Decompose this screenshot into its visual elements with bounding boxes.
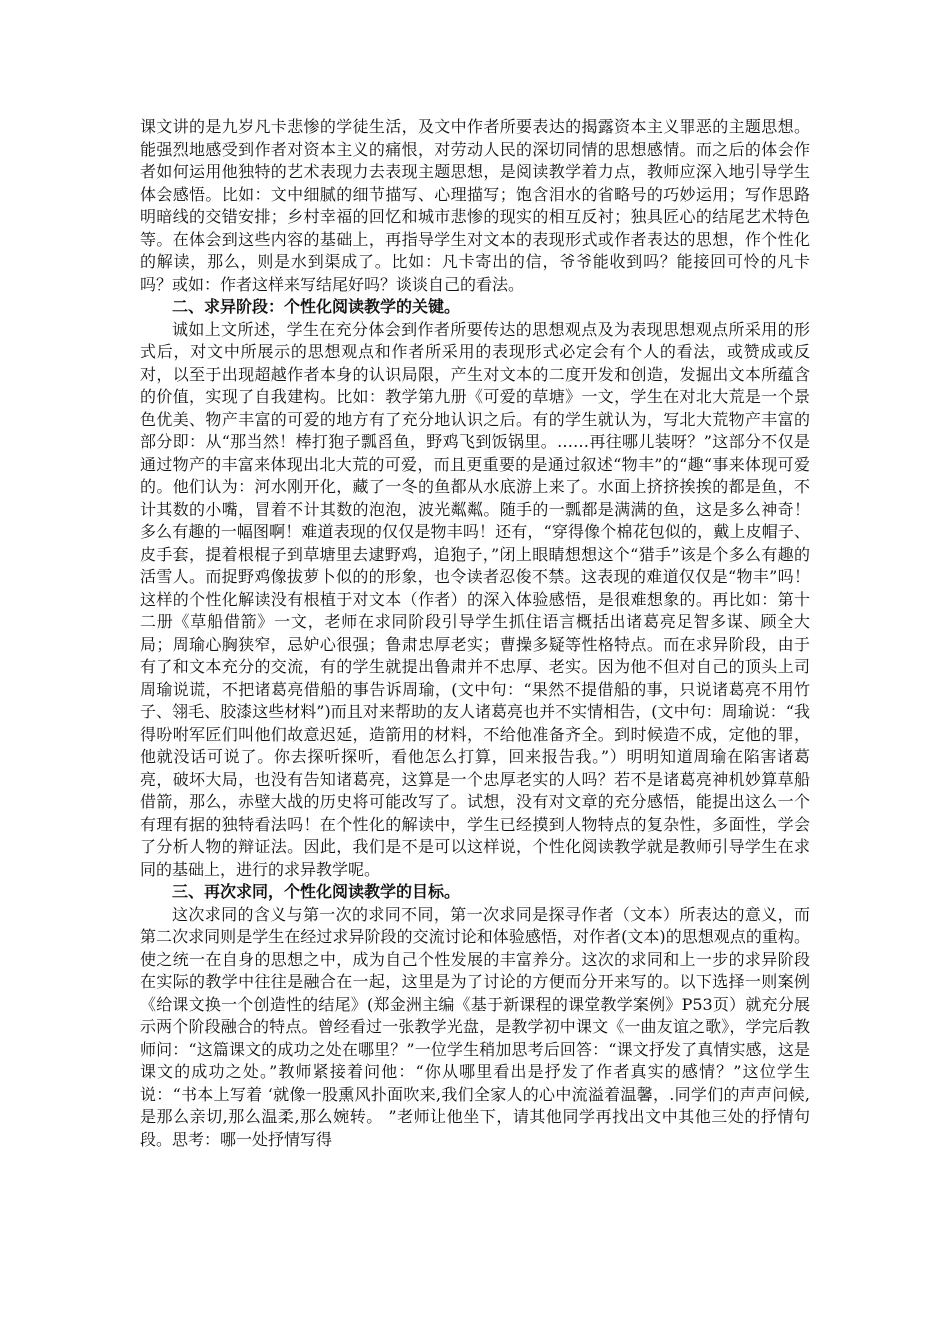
section-heading-3: 三、再次求同，个性化阅读教学的目标。 — [172, 882, 461, 901]
paragraph-section-3: 这次求同的含义与第一次的求同不同，第一次求同是探寻作者（文本）所表达的意义，而第二次求同则是学生在经过求异阶段的交流讨论和体验感悟，对作者(文本)的思想观点的重构。使之统一在自身的思想之中，成为自己个性发展的丰富养分。这次的求同和上一步的求异阶段在实际的教学中往往是融合在一起，这里是为了讨论的方便而分开来写的。以下选择一则案例《给课文换一个创造性的结尾》(郑金洲主编《基于新课程的课堂教学案例》P53页）就充分展示两个阶段融合的特点。曾经看过一张教学光盘，是教学初中课文《一曲友谊之歌》，学完后教师问：“这篇课文的成功之处在哪里？”一位学生稍加思考后回答：“课文抒发了真情实感，这是课文的成功之处。”教师紧接着问他：“你从哪里看出是抒发了作者真实的感情？”这位学生说：“书本上写着 ‘就像一股熏风扑面吹来,我们全家人的心中流溢着温馨，.同学们的声声问候,是那么亲切,那么温柔,那么婉转。 ”老师让他坐下，请其他同学再找出文中其他三处的抒情句段。思考：哪一处抒情写得 — [140, 904, 810, 1149]
paragraph-section-2: 诚如上文所述，学生在充分体会到作者所要传达的思想观点及为表现思想观点所采用的形式后，对文中所展示的思想观点和作者所采用的表现形式必定会有个人的看法，或赞成或反对，以至于出现超越作者本身的认识局限，产生对文本的二度开发和创造，发掘出文本所蕴含的价值，实现了自我建构。比如：教学第九册《可爱的草塘》一文，学生在对北大荒是一个景色优美、物产丰富的可爱的地方有了充分地认识之后。有的学生就认为，写北大荒物产丰富的部分即：从“那当然！棒打狍子瓢舀鱼，野鸡飞到饭锅里。……再往哪儿装呀？”这部分不仅是通过物产的丰富来体现出北大荒的可爱，而且更重要的是通过叙述“物丰”的“趣“事来体现可爱的。他们认为：河水刚开化，藏了一冬的鱼都从水底游上来了。水面上挤挤挨挨的都是鱼，不计其数的小嘴，冒着不计其数的泡泡，波光粼粼。随手的一瓢都是满满的鱼，这是多么神奇！多么有趣的一幅图啊！难道表现的仅仅是物丰吗！还有，“穿得像个棉花包似的，戴上皮帽子、皮手套，提着根棍子到草塘里去逮野鸡，追狍子，”闭上眼睛想想这个“猎手”该是个多么有趣的活雪人。而捉野鸡像拔萝卜似的的形象，也令读者忍俊不禁。这表现的难道仅仅是“物丰”吗！这样的个性化解读没有根植于对文本（作者）的深入体验感悟，是很难想象的。再比如：第十二册《草船借箭》一文，老师在求同阶段引导学生抓住语言概括出诸葛亮足智多谋、顾全大局；周瑜心胸狭窄，忌妒心很强；鲁肃忠厚老实；曹操多疑等性格特点。而在求异阶段，由于有了和文本充分的交流，有的学生就提出鲁肃并不忠厚、老实。因为他不但对自己的顶头上司周瑜说谎，不把诸葛亮借船的事告诉周瑜，(文中句：“果然不提借船的事，只说诸葛亮不用竹子、翎毛、胶漆这些材料”)而且对来帮助的友人诸葛亮也并不实情相告，(文中句：周瑜说：“我得吩咐军匠们叫他们故意迟延，造箭用的材料，不给他准备齐全。到时候造不成，定他的罪，他就没话可说了。你去探听探听，看他怎么打算，回来报告我。”）明明知道周瑜在陷害诸葛亮，破坏大局，也没有告知诸葛亮，这算是一个忠厚老实的人吗？若不是诸葛亮神机妙算草船借箭，那么，赤壁大战的历史将可能改写了。试想，没有对文章的充分感悟，能提出这么一个有理有据的独特看法吗！在个性化的解读中，学生已经摸到人物特点的复杂性，多面性，学会了分析人物的辩证法。因此，我们是不是可以这样说，个性化阅读教学就是教师引导学生在求同的基础上，进行的求异教学呢。 — [140, 319, 810, 879]
section-heading-2: 二、求异阶段：个性化阅读教学的关键。 — [172, 297, 461, 316]
paragraph-intro: 课文讲的是九岁凡卡悲惨的学徒生活，及文中作者所要表达的揭露资本主义罪恶的主题思想。能强烈地感受到作者对资本主义的痛恨，对劳动人民的深切同情的思想感情。而之后的体会作者如何运用他独特的艺术表现力去表现主题思想，是阅读教学着力点，教师应深入地引导学生体会感悟。比如：文中细腻的细节描写、心理描写；饱含泪水的省略号的巧妙运用；写作思路明暗线的交错安排；乡村幸福的回忆和城市悲惨的现实的相互反衬；独具匠心的结尾艺术特色等。在体会到这些内容的基础上，再指导学生对文本的表现形式或作者表达的思想，作个性化的解读，那么，则是水到渠成了。比如：凡卡寄出的信，爷爷能收到吗？能接回可怜的凡卡吗？或如：作者这样来写结尾好吗？谈谈自己的看法。 — [140, 117, 810, 294]
document-page — [140, 116, 810, 1151]
